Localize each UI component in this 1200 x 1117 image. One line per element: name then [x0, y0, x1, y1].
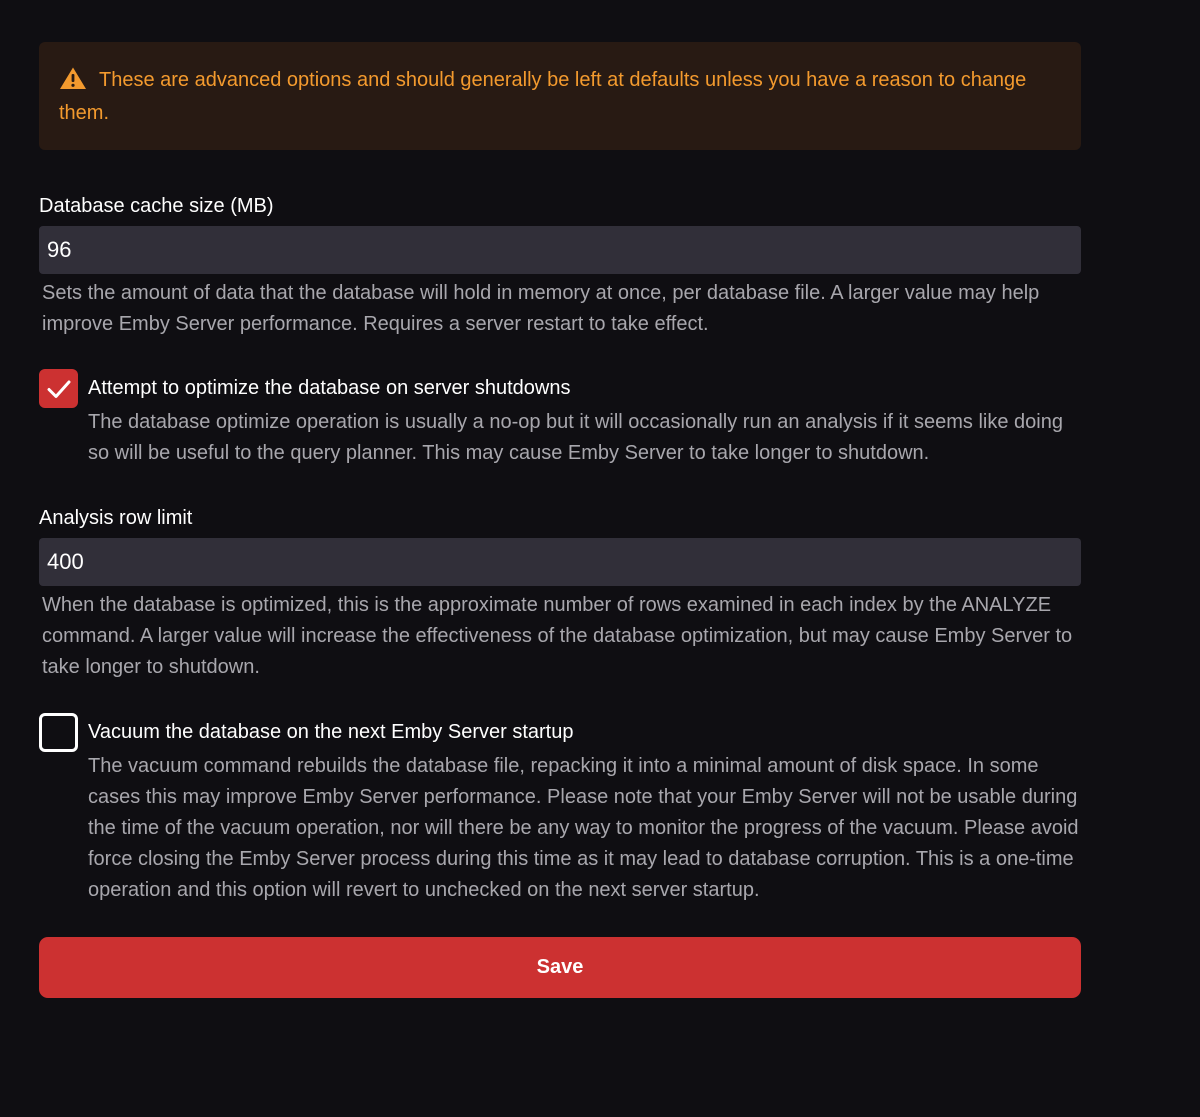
vacuum-on-startup-label[interactable]: Vacuum the database on the next Emby Server startup	[88, 721, 574, 743]
cache-size-label: Database cache size (MB)	[39, 195, 274, 217]
warning-triangle-icon	[59, 66, 87, 90]
vacuum-on-startup-description: The vacuum command rebuilds the database file, repacking it into a minimal amount of disk space. In some cases this may improve Emby Server performance. Please note that your Emby Server will not be usable during the time of the vacuum operation, nor will there be any way to monitor the progress of the vacuum. Please avoid force closing the Emby Server process during this time as it may lead to database corruption. This is a one-time operation and this option will revert to unchecked on the next server startup.	[88, 755, 1079, 901]
vacuum-on-startup-option	[39, 713, 1081, 906]
advanced-database-settings	[39, 42, 1081, 998]
optimize-on-shutdown-option	[39, 369, 1081, 469]
optimize-on-shutdown-label[interactable]: Attempt to optimize the database on server shutdowns	[88, 377, 571, 399]
optimize-on-shutdown-description: The database optimize operation is usually a no-op but it will occasionally run an analysis if it seems like doing so will be useful to the query planner. This may cause Emby Server to take longer to shutdown.	[88, 411, 1063, 464]
advanced-options-warning	[39, 42, 1081, 150]
analysis-row-limit-label: Analysis row limit	[39, 507, 193, 529]
analysis-row-limit-input[interactable]	[39, 538, 1081, 586]
cache-size-input[interactable]	[39, 226, 1081, 274]
vacuum-on-startup-checkbox[interactable]	[39, 713, 78, 752]
cache-size-description: Sets the amount of data that the database will hold in memory at once, per database file. A larger value may help improve Emby Server performance. Requires a server restart to take effect.	[42, 282, 1040, 335]
warning-text: These are advanced options and should generally be left at defaults unless you have a reason to change them.	[59, 69, 1027, 124]
save-button[interactable]: Save	[39, 937, 1081, 998]
analysis-row-limit-description: When the database is optimized, this is the approximate number of rows examined in each index by the ANALYZE command. A larger value will increase the effectiveness of the database optimization, but may cause Emby Server to take longer to shutdown.	[42, 594, 1073, 678]
optimize-on-shutdown-checkbox[interactable]	[39, 369, 78, 408]
checkmark-icon	[46, 378, 72, 400]
